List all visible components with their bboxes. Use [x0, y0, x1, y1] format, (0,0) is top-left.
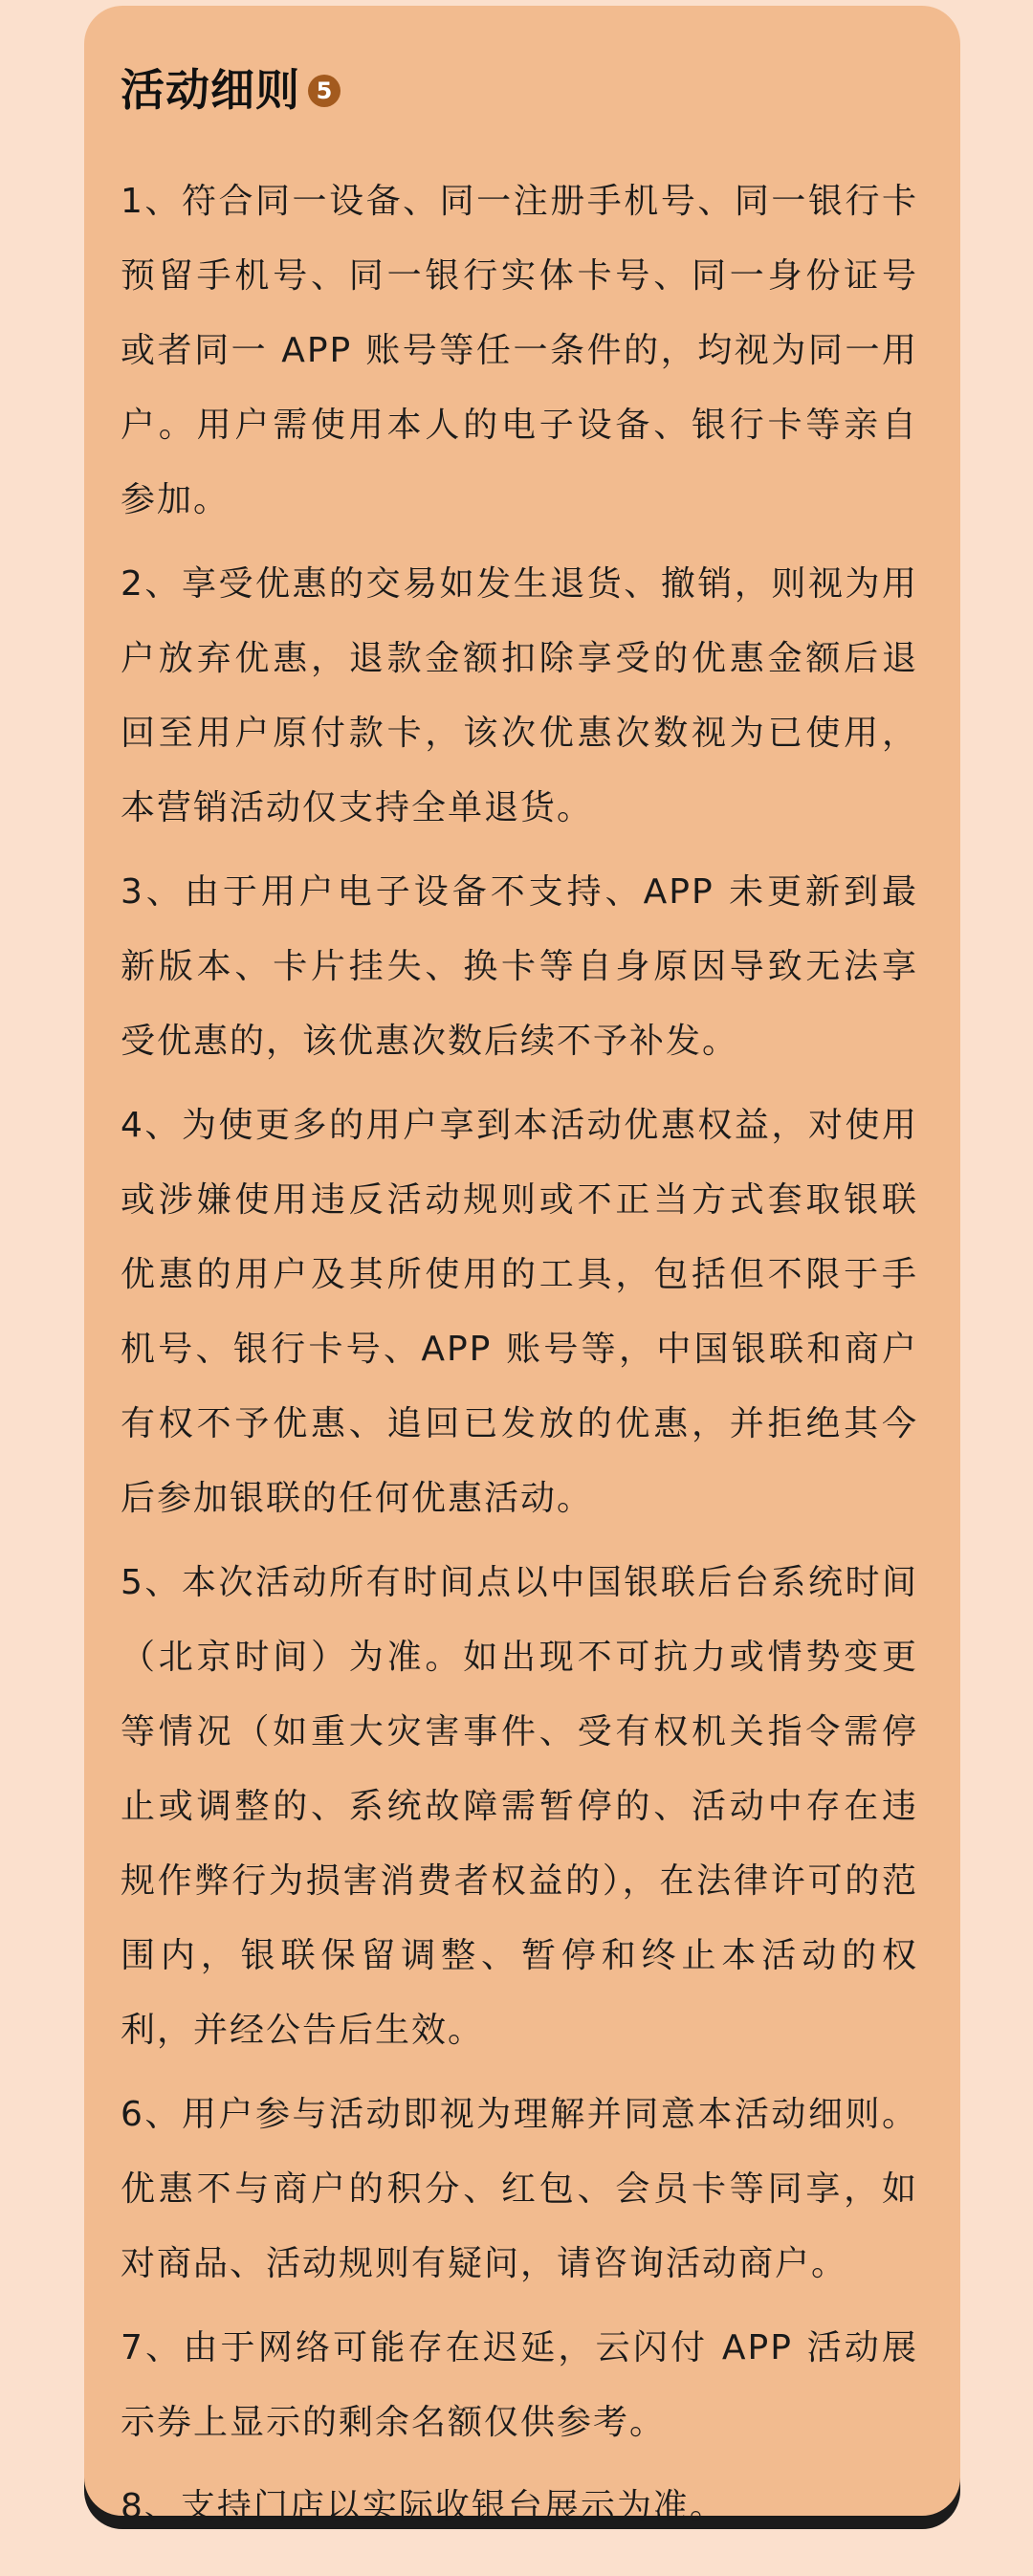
section-header [121, 59, 918, 121]
section-title: 活动细则 [121, 64, 300, 116]
rules-list [121, 165, 918, 2544]
rule-item-3: 3、由于用户电子设备不支持、APP 未更新到最新版本、卡片挂失、换卡等自身原因导致无法享受优惠的，该优惠次数后续不予补发。 [121, 872, 918, 1061]
rules-card [84, 6, 960, 2526]
rule-item-4: 4、为使更多的用户享到本活动优惠权益，对使用或涉嫌使用违反活动规则或不正当方式套取银联优惠的用户及其所使用的工具，包括但不限于手机号、银行卡号、APP 账号等，中国银联和商户有权不予优惠、追回已发放的优惠，并拒绝其今后参加银联的任何优惠活动。 [121, 1106, 918, 1518]
rule-item-8: 8、支持门店以实际收银台展示为准。 [121, 2487, 726, 2526]
rule-item-5: 5、本次活动所有时间点以中国银联后台系统时间（北京时间）为准。如出现不可抗力或情势变更等情况（如重大灾害事件、受有权机关指令需停止或调整的、系统故障需暂停的、活动中存在违规作弊行为损害消费者权益的），在法律许可的范围内，银联保留调整、暂停和终止本活动的权利，并经公告后生效。 [121, 1563, 918, 2050]
section-number-badge: 5 [308, 75, 341, 107]
rule-item-2: 2、享受优惠的交易如发生退货、撤销，则视为用户放弃优惠，退款金额扣除享受的优惠金额后退回至用户原付款卡，该次优惠次数视为已使用，本营销活动仅支持全单退货。 [121, 564, 918, 827]
rule-item-7: 7、由于网络可能存在迟延，云闪付 APP 活动展示券上显示的剩余名额仅供参考。 [121, 2328, 918, 2442]
rule-item-1: 1、符合同一设备、同一注册手机号、同一银行卡预留手机号、同一银行实体卡号、同一身份证号或者同一 APP 账号等任一条件的，均视为同一用户。用户需使用本人的电子设备、银行卡等亲自参加。 [121, 182, 918, 519]
rule-item-6: 6、用户参与活动即视为理解并同意本活动细则。优惠不与商户的积分、红包、会员卡等同享，如对商品、活动规则有疑问，请咨询活动商户。 [121, 2095, 918, 2283]
